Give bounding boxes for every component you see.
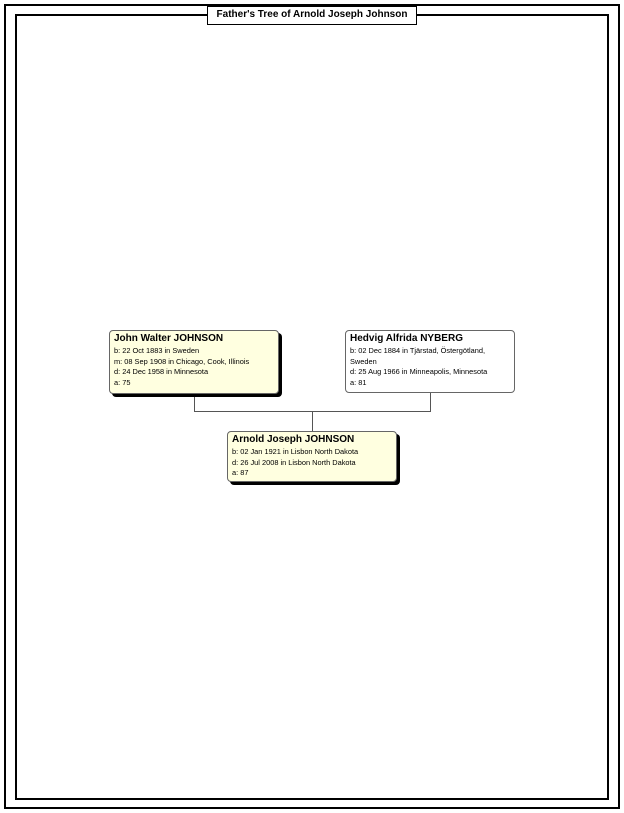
child-age: a: 87 (232, 468, 249, 477)
mother-death: d: 25 Aug 1966 in Minneapolis, Minnesota (350, 367, 488, 376)
father-marriage: m: 08 Sep 1908 in Chicago, Cook, Illinois (114, 356, 250, 366)
mother-birth: b: 02 Dec 1884 in Tjärstad, Östergötland, Sweden (350, 346, 486, 366)
page-inner-border (15, 14, 609, 800)
mother-name: Hedvig Alfrida NYBERG (350, 333, 463, 344)
chart-title: Father's Tree of Arnold Joseph Johnson (207, 6, 417, 25)
father-death: d: 24 Dec 1958 in Minnesota (114, 367, 209, 376)
mother-drop-line (430, 393, 431, 412)
father-drop-line (194, 394, 195, 412)
mother-age: a: 81 (350, 377, 367, 387)
child-name: Arnold Joseph JOHNSON (232, 434, 355, 445)
father-name: John Walter JOHNSON (114, 333, 224, 344)
child-death: d: 26 Jul 2008 in Lisbon North Dakota (232, 457, 356, 467)
person-box-child[interactable] (227, 431, 397, 482)
person-box-mother[interactable] (345, 330, 515, 393)
father-age: a: 75 (114, 377, 131, 387)
child-drop-line (312, 411, 313, 432)
father-birth: b: 22 Oct 1883 in Sweden (114, 346, 200, 355)
person-box-father[interactable] (109, 330, 279, 394)
child-birth: b: 02 Jan 1921 in Lisbon North Dakota (232, 447, 359, 456)
